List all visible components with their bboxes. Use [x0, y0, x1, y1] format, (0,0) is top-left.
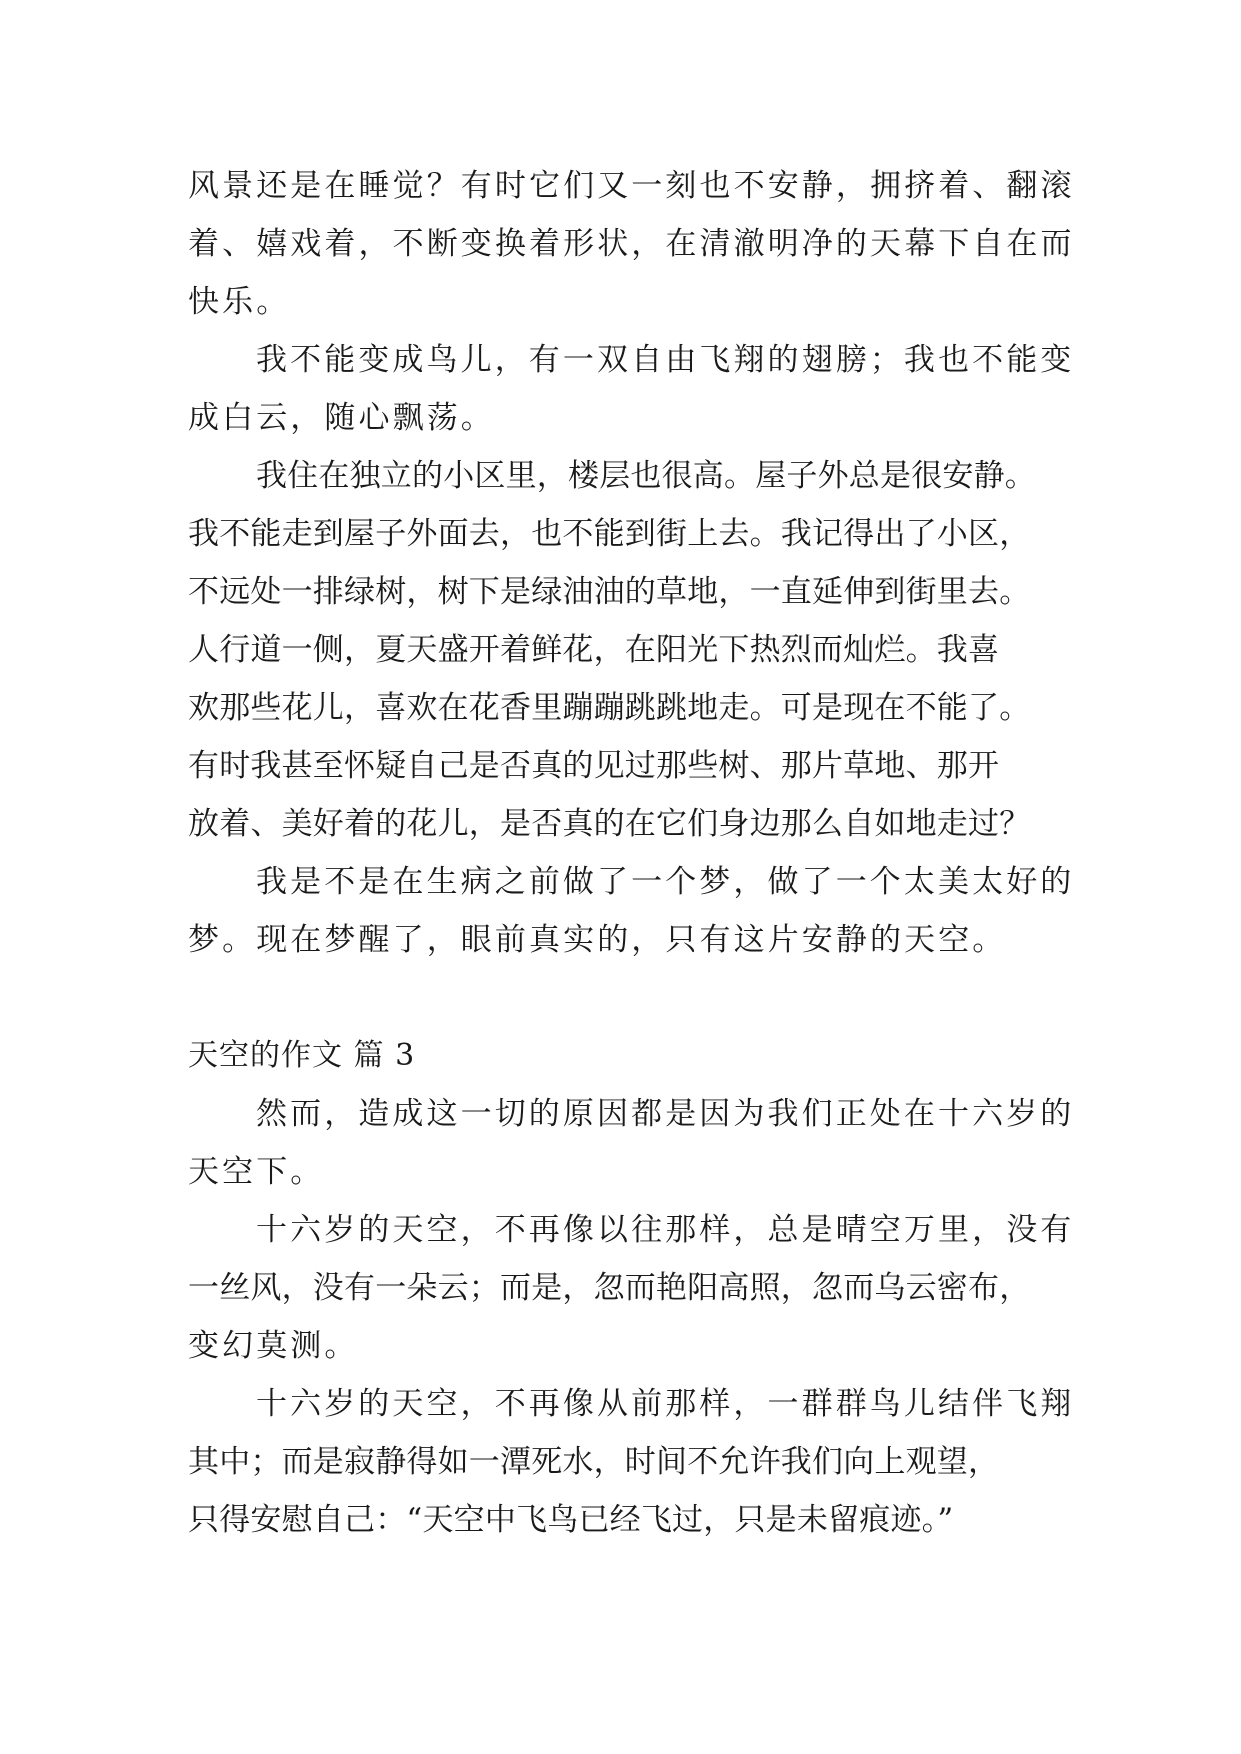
paragraph-5	[188, 1085, 1075, 1201]
paragraph-4	[188, 853, 1075, 969]
paragraph-line: 人行道一侧，夏天盛开着鲜花，在阳光下热烈而灿烂。我喜	[188, 632, 1000, 668]
paragraph-line: 放着、美好着的花儿，是否真的在它们身边那么自如地走过？	[188, 806, 1031, 842]
paragraph-line: 有时我甚至怀疑自己是否真的见过那些树、那片草地、那开	[188, 748, 1000, 784]
document-page	[188, 157, 1075, 1549]
paragraph-line: 欢那些花儿，喜欢在花香里蹦蹦跳跳地走。可是现在不能了。	[188, 690, 1031, 726]
paragraph-7	[188, 1375, 1075, 1549]
paragraph-1	[188, 157, 1075, 331]
paragraph-line: 一丝风，没有一朵云；而是，忽而艳阳高照，忽而乌云密布，	[188, 1270, 1031, 1306]
paragraph-line: 风景还是在睡觉？有时它们又一刻也不安静，拥挤着、翻滚	[188, 168, 1075, 204]
paragraph-line: 我不能走到屋子外面去，也不能到街上去。我记得出了小区，	[188, 516, 1031, 552]
section-heading: 天空的作文 篇 3	[188, 1038, 416, 1073]
paragraph-3	[188, 447, 1060, 853]
paragraph-line: 十六岁的天空，不再像从前那样，一群群鸟儿结伴飞翔	[256, 1386, 1075, 1422]
paragraph-line: 成白云，随心飘荡。	[188, 400, 495, 436]
paragraph-line: 着、嬉戏着，不断变换着形状，在清澈明净的天幕下自在而	[188, 226, 1075, 262]
paragraph-line: 我不能变成鸟儿，有一双自由飞翔的翅膀；我也不能变	[256, 342, 1075, 378]
paragraph-line: 十六岁的天空，不再像以往那样，总是晴空万里，没有	[256, 1212, 1075, 1248]
paragraph-6	[188, 1201, 1075, 1375]
paragraph-line: 我是不是在生病之前做了一个梦，做了一个太美太好的	[256, 864, 1075, 900]
paragraph-line: 只得安慰自己：“天空中飞鸟已经飞过，只是未留痕迹。”	[188, 1502, 954, 1538]
paragraph-line: 快乐。	[188, 284, 291, 320]
paragraph-2	[188, 331, 1075, 447]
paragraph-line: 我住在独立的小区里，楼层也很高。屋子外总是很安静。	[256, 458, 1036, 494]
paragraph-line: 然而，造成这一切的原因都是因为我们正处在十六岁的	[256, 1096, 1075, 1132]
paragraph-line: 其中；而是寂静得如一潭死水，时间不允许我们向上观望，	[188, 1444, 1000, 1480]
section-spacer	[188, 969, 1060, 1027]
paragraph-line: 变幻莫测。	[188, 1328, 359, 1364]
paragraph-line: 不远处一排绿树，树下是绿油油的草地，一直延伸到街里去。	[188, 574, 1031, 610]
paragraph-line: 梦。现在梦醒了，眼前真实的，只有这片安静的天空。	[188, 922, 1007, 958]
paragraph-line: 天空下。	[188, 1154, 325, 1190]
